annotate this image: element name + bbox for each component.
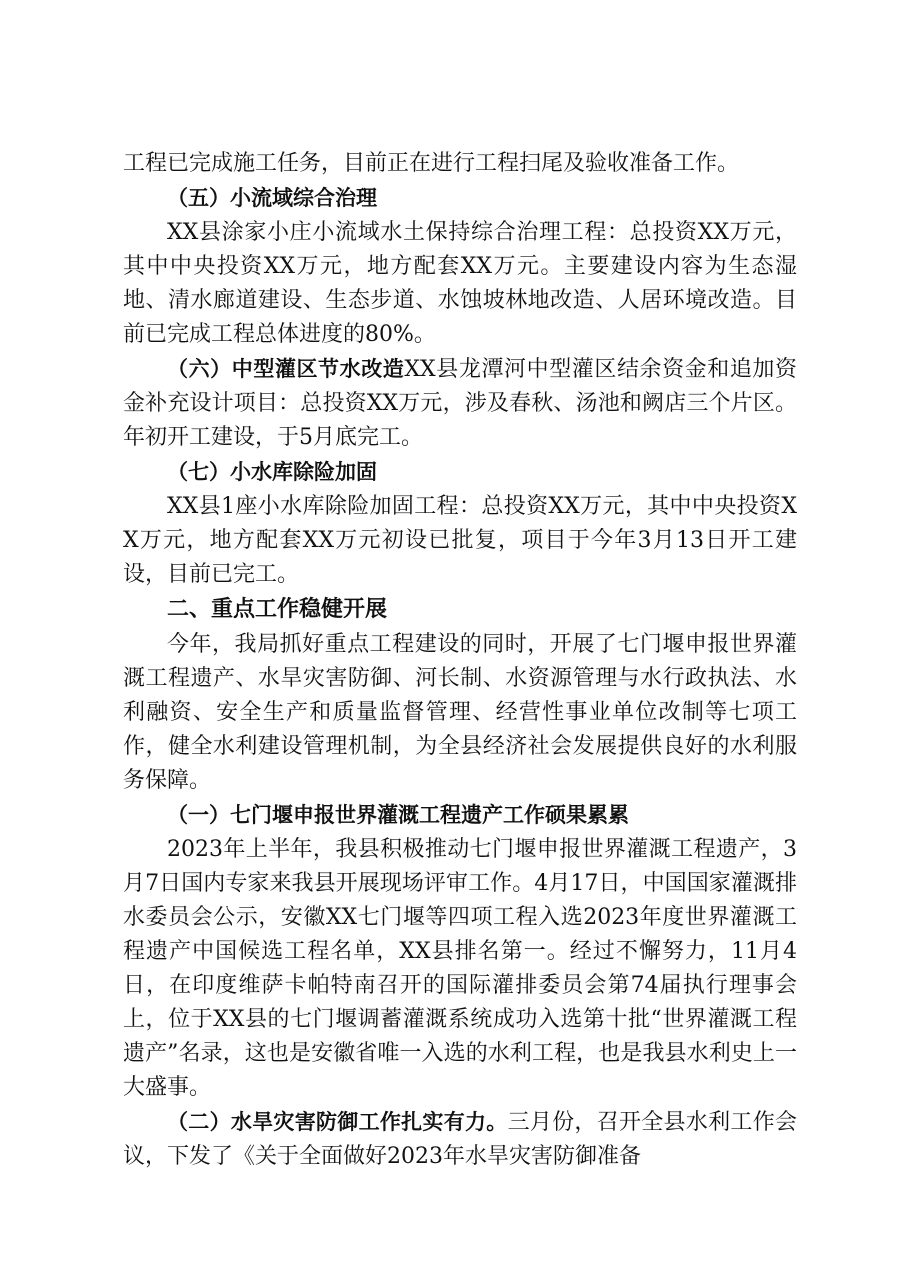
paragraph-text: 三月份，召开全县水利工作会议，下发了《关于全面做好2023年水旱灾害防御准备 xyxy=(123,1110,797,1169)
subheading-reservoir xyxy=(123,455,797,490)
subheading-text: （七）小水库除险加固 xyxy=(167,460,377,484)
subheading-text: （一）七门堰申报世界灌溉工程遗产工作硕果累累 xyxy=(167,803,629,827)
subheading-small-watershed xyxy=(123,181,797,216)
paragraph-text: XX县龙潭河中型灌区结余资金和追加资金补充设计项目：总投资XX万元，涉及春秋、汤池和阙店三个片区。年初开工建设，于5月底完工。 xyxy=(123,357,798,450)
inline-subheading: （二）水旱灾害防御工作扎实有力。 xyxy=(167,1110,508,1134)
paragraph-text: XX县涂家小庄小流域水土保持综合治理工程：总投资XX万元，其中中央投资XX万元，地方配套XX万元。主要建设内容为生态湿地、清水廊道建设、生态步道、水蚀坡林地改造、人居环境改造。目前已完成工程总体进度的80%。 xyxy=(123,220,797,347)
paragraph-disaster-defense xyxy=(123,1105,797,1174)
paragraph-irrigation-district xyxy=(123,352,797,455)
document-body xyxy=(123,147,797,1174)
paragraph-reservoir xyxy=(123,490,797,592)
paragraph-text: XX县1座小水库除险加固工程：总投资XX万元，其中中央投资XX万元，地方配套XX万元初设已批复，项目于今年3月13日开工建设，目前已完工。 xyxy=(123,494,797,587)
paragraph-text: 今年，我局抓好重点工程建设的同时，开展了七门堰申报世界灌溉工程遗产、水旱灾害防御、河长制、水资源管理与水行政执法、水利融资、安全生产和质量监督管理、经营性事业单位改制等七项工作，健全水利建设管理机制，为全县经济社会发展提供良好的水利服务保障。 xyxy=(123,632,797,793)
inline-subheading: （六）中型灌区节水改造 xyxy=(167,357,405,381)
subheading-heritage xyxy=(123,798,797,833)
section-heading-text: 二、重点工作稳健开展 xyxy=(167,597,388,622)
subheading-text: （五）小流域综合治理 xyxy=(167,186,377,210)
section-heading-key-work xyxy=(123,592,797,628)
paragraph-key-work-intro xyxy=(123,628,797,798)
paragraph-text: 2023年上半年，我县积极推动七门堰申报世界灌溉工程遗产，3月7日国内专家来我县开展现场评审工作。4月17日，中国国家灌溉排水委员会公示，安徽XX七门堰等四项工程入选2023年度世界灌溉工程遗产中国候选工程名单，XX县排名第一。经过不懈努力，11月4日，在印度维萨卡帕特南召开的国际灌排委员会第74届执行理事会上，位于XX县的七门堰调蓄灌溉系统成功入选第十批“世界灌溉工程遗产”名录，这也是安徽省唯一入选的水利工程，也是我县水利史上一大盛事。 xyxy=(123,837,797,1100)
paragraph-continuation xyxy=(123,147,797,181)
paragraph-small-watershed xyxy=(123,216,797,352)
paragraph-heritage xyxy=(123,833,797,1105)
paragraph-text: 工程已完成施工任务，目前正在进行工程扫尾及验收准备工作。 xyxy=(123,151,740,176)
